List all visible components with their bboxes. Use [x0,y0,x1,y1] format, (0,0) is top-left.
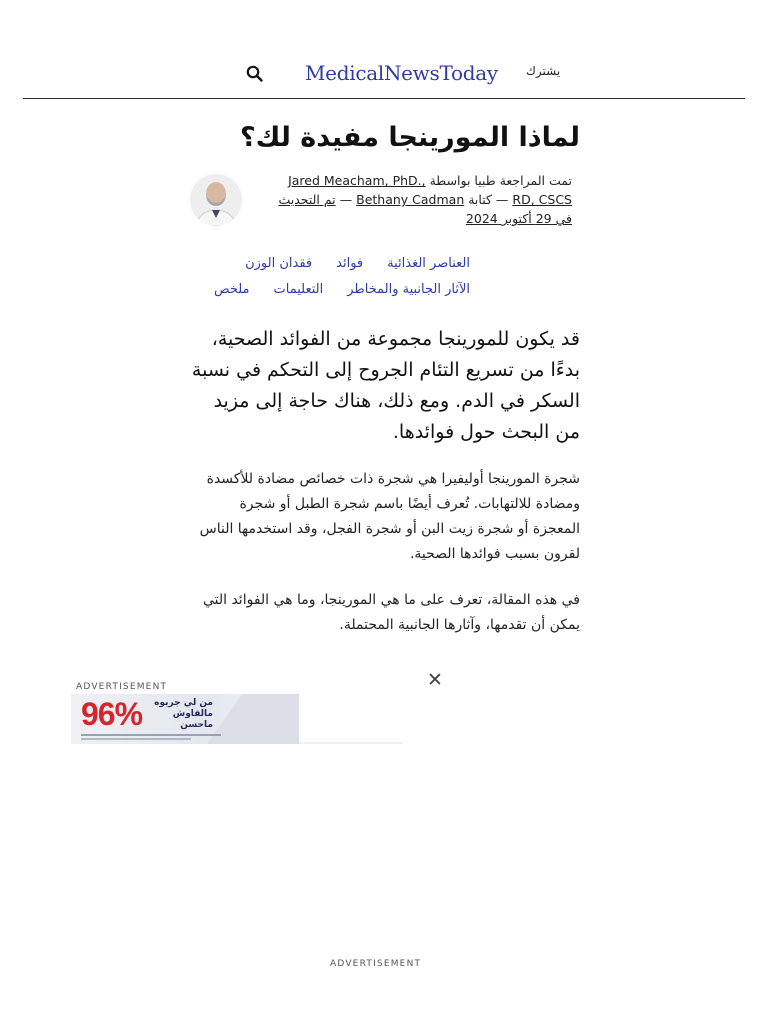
toc-link-faq[interactable]: التعليمات [273,282,324,297]
ad-percent: 96% [81,696,143,732]
article-lead: قد يكون للمورينجا مجموعة من الفوائد الصحية، بدءًا من تسريع التئام الجروح إلى التحكم في نسبة السكر في الدم. ومع ذلك، هناك حاجة إلى مزيد من البحث حول فوائدها. [191,328,580,443]
toc-link-side-effects[interactable]: الآثار الجانبية والمخاطر [347,282,470,297]
subscribe-link[interactable]: يشترك [526,64,561,78]
toc-link-nutrients[interactable]: العناصر الغذائية [387,256,470,271]
reviewer-avatar[interactable] [190,174,242,226]
toc-row [190,277,470,303]
reviewer-link[interactable]: Jared Meacham, PhD., RD, CSCS [288,173,572,207]
ad-close-button[interactable] [425,670,445,690]
close-icon: ✕ [427,669,443,691]
ad-banner[interactable] [71,694,299,744]
site-logo[interactable]: MedicalNewsToday [305,61,498,85]
search-button[interactable] [245,64,265,84]
ad-text: من لي جريوه مالقاوش ماحسن [154,698,213,730]
toc-row [190,251,470,277]
toc-link-benefits[interactable]: فوائد [336,256,364,271]
updated-date-link[interactable]: تم التحديث في 29 أكتوبر 2024 [278,192,572,226]
site-header [23,40,745,99]
article-byline: تمت المراجعة طبيا بواسطة Jared Meacham, PhD., RD, CSCS — كتابة Bethany Cadman — تم التحديث في 29 أكتوبر 2024 [278,173,572,226]
article-paragraph: شجرة المورينجا أوليفيرا هي شجرة ذات خصائص مضادة للأكسدة ومضادة للالتهابات. تُعرف أيضًا باسم شجرة الطبل أو شجرة المعجزة أو شجرة زيت البن أو شجرة الفجل، وقد استخدمها الناس لقرون بسبب فوائدها الصحية. [199,471,580,562]
table-of-contents [190,251,470,303]
article-paragraph: في هذه المقالة، تعرف على ما هي المورينجا، وما هي الفوائد التي يمكن أن تقدمها، وآثارها الجانبية المحتملة. [202,592,580,633]
search-icon [245,64,265,84]
author-link[interactable]: Bethany Cadman [356,192,465,207]
ad-label: ADVERTISEMENT [330,959,422,969]
article-title: لماذا المورينجا مفيدة لك؟ [239,122,580,153]
toc-link-summary[interactable]: ملخص [213,282,250,297]
ad-label: ADVERTISEMENT [76,682,168,692]
toc-link-weight-loss[interactable]: فقدان الوزن [245,256,313,271]
